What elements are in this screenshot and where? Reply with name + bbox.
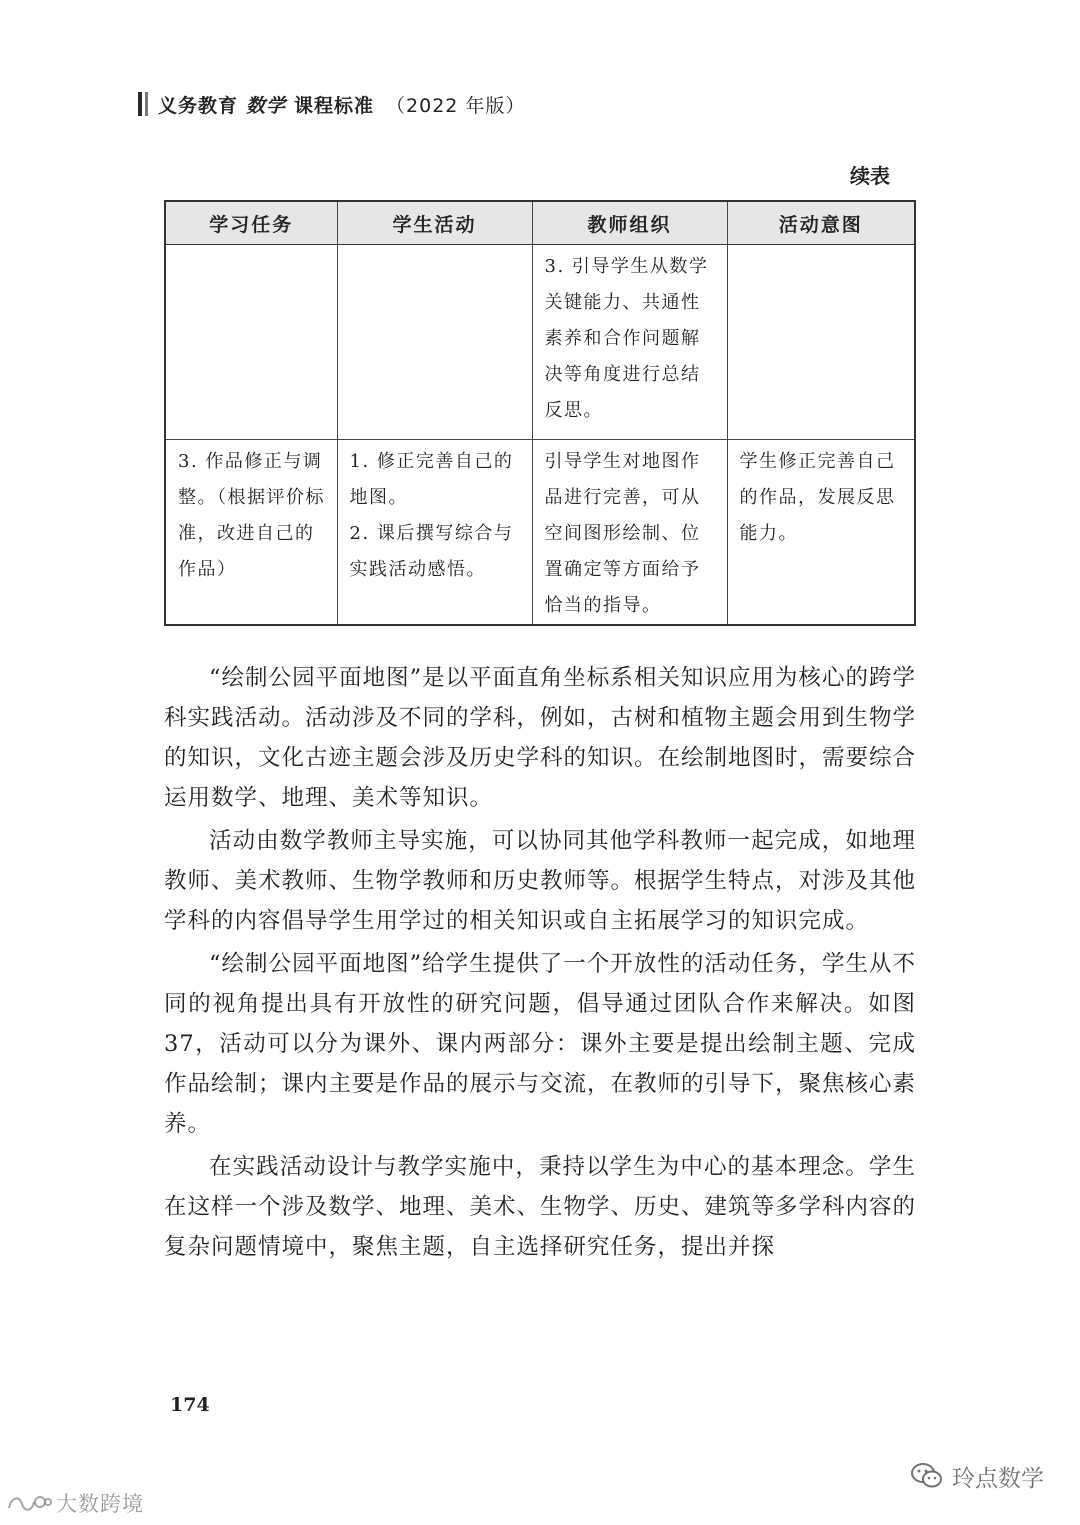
title-subject: 数学	[246, 94, 287, 117]
table-cell: 3. 引导学生从数学关键能力、共通性素养和合作问题解决等角度进行总结反思。	[532, 245, 727, 440]
paragraph: “绘制公园平面地图”给学生提供了一个开放性的活动任务，学生从不同的视角提出具有开放性的研究问题，倡导通过团队合作来解决。如图 37，活动可以分为课外、课内两部分：课外主要是提出绘制主题、完成作品绘制；课内主要是作品的展示与交流，在教师的引导下，聚焦核心素养。	[164, 951, 917, 1137]
continued-table-label: 续表	[850, 164, 890, 188]
table-cell: 1. 修正完善自己的地图。 2. 课后撰写综合与实践活动感悟。	[337, 440, 532, 626]
watermark-logo-icon	[6, 1490, 52, 1516]
body-text	[164, 658, 916, 1270]
table-cell	[337, 245, 532, 440]
column-header: 学习任务	[165, 201, 337, 245]
book-title	[158, 91, 525, 118]
table-cell	[727, 245, 915, 440]
paragraph: “绘制公园平面地图”是以平面直角坐标系相关知识应用为核心的跨学科实践活动。活动涉及不同的学科，例如，古树和植物主题会用到生物学的知识，文化古迹主题会涉及历史学科的知识。在绘制地图时，需要综合运用数学、地理、美术等知识。	[164, 665, 917, 811]
activity-table	[164, 200, 916, 626]
table-cell: 引导学生对地图作品进行完善，可从空间图形绘制、位置确定等方面给予恰当的指导。	[532, 440, 727, 626]
watermark-left	[6, 1488, 144, 1518]
page-number: 174	[170, 1394, 210, 1416]
paragraph: 在实践活动设计与教学实施中，秉持以学生为中心的基本理念。学生在这样一个涉及数学、地理、美术、生物学、历史、建筑等多学科内容的复杂问题情境中，聚焦主题，自主选择研究任务，提出并探	[164, 1154, 917, 1260]
table-row	[165, 440, 915, 626]
table-header-row	[165, 201, 915, 245]
running-header	[138, 88, 525, 120]
table-row	[165, 245, 915, 440]
column-header: 活动意图	[727, 201, 915, 245]
title-edition: （2022 年版）	[386, 94, 526, 117]
watermark-right	[910, 1458, 1044, 1494]
table-cell: 3. 作品修正与调整。（根据评价标准，改进自己的作品）	[165, 440, 337, 626]
watermark-left-text: 大数跨境	[56, 1492, 144, 1516]
wechat-icon	[910, 1461, 944, 1491]
header-bar-icon	[138, 92, 148, 116]
table-cell	[165, 245, 337, 440]
column-header: 教师组织	[532, 201, 727, 245]
title-part1: 义务教育	[158, 94, 239, 117]
column-header: 学生活动	[337, 201, 532, 245]
title-part2: 课程标准	[294, 94, 375, 117]
watermark-right-text: 玲点数学	[952, 1465, 1044, 1492]
table-cell: 学生修正完善自己的作品，发展反思能力。	[727, 440, 915, 626]
paragraph: 活动由数学教师主导实施，可以协同其他学科教师一起完成，如地理教师、美术教师、生物学教师和历史教师等。根据学生特点，对涉及其他学科的内容倡导学生用学过的相关知识或自主拓展学习的知识完成。	[164, 828, 917, 934]
